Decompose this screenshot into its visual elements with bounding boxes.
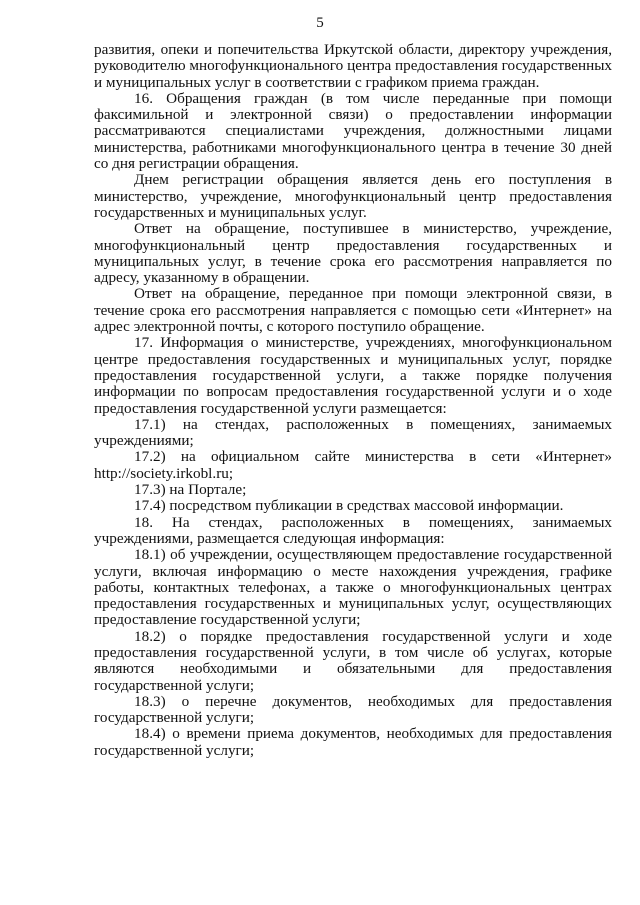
paragraph-17: 17. Информация о министерстве, учреждениях, многофункциональном центре предоставления государственных и муниципальных услуг, порядке предоставления государственной услуги, а также порядке получения информации по вопросам предоставления государственной услуги и о ходе предоставления государственной услуги размещается: [94,334,612,417]
paragraph-18-2: 18.2) о порядке предоставления государственной услуги и ходе предоставления государственной услуги, в том числе об услугах, которые являются необходимыми и обязательными для предоставления государственной услуги; [94,627,612,694]
paragraph-17-2: 17.2) на официальном сайте министерства в сети «Интернет» http://society.irkobl.ru; [94,448,612,482]
paragraph-registration-day: Днем регистрации обращения является день его поступления в министерство, учреждение, многофункциональный центр предоставления государственных и муниципальных услуг. [94,171,612,221]
paragraph-18-3: 18.3) о перечне документов, необходимых для предоставления государственной услуги; [94,692,612,727]
paragraph-18: 18. На стендах, расположенных в помещениях, занимаемых учреждениями, размещается следующая информация: [94,513,612,547]
paragraph-18-1: 18.1) об учреждении, осуществляющем предоставление государственной услуги, включая информацию о месте нахождения учреждения, графике работы, контактных телефонах, а также о многофункциональных центрах предоставления государственных и муниципальных услуг, осуществляющих предоставление государственной услуги; [94,546,612,629]
document-body [94,42,612,759]
paragraph-17-1: 17.1) на стендах, расположенных в помещениях, занимаемых учреждениями; [94,415,612,450]
paragraph-continuation: развития, опеки и попечительства Иркутской области, директору учреждения, руководителю многофункционального центра предоставления государственных и муниципальных услуг в соответствии с графиком приема граждан. [94,41,612,91]
paragraph-17-4: 17.4) посредством публикации в средствах массовой информации. [134,497,564,515]
paragraph-16: 16. Обращения граждан (в том числе переданные при помощи факсимильной и электронной связи) о предоставлении информации рассматриваются специалистами учреждения, должностными лицами министерства, работниками многофункционального центра в течение 30 дней со дня регистрации обращения. [94,89,612,173]
paragraph-17-3: 17.3) на Портале; [134,481,247,499]
paragraph-reply-by-mail: Ответ на обращение, поступившее в министерство, учреждение, многофункциональный центр предоставления государственных и муниципальных услуг, в течение срока его рассмотрения направляется по адресу, указанному в обращении. [94,220,612,287]
paragraph-reply-by-email: Ответ на обращение, переданное при помощи электронной связи, в течение срока его рассмотрения направляется с помощью сети «Интернет» на адрес электронной почты, с которого поступило обращение. [94,285,612,336]
page-number: 5 [316,15,324,31]
paragraph-18-4: 18.4) о времени приема документов, необходимых для предоставления государственной услуги; [94,725,612,759]
